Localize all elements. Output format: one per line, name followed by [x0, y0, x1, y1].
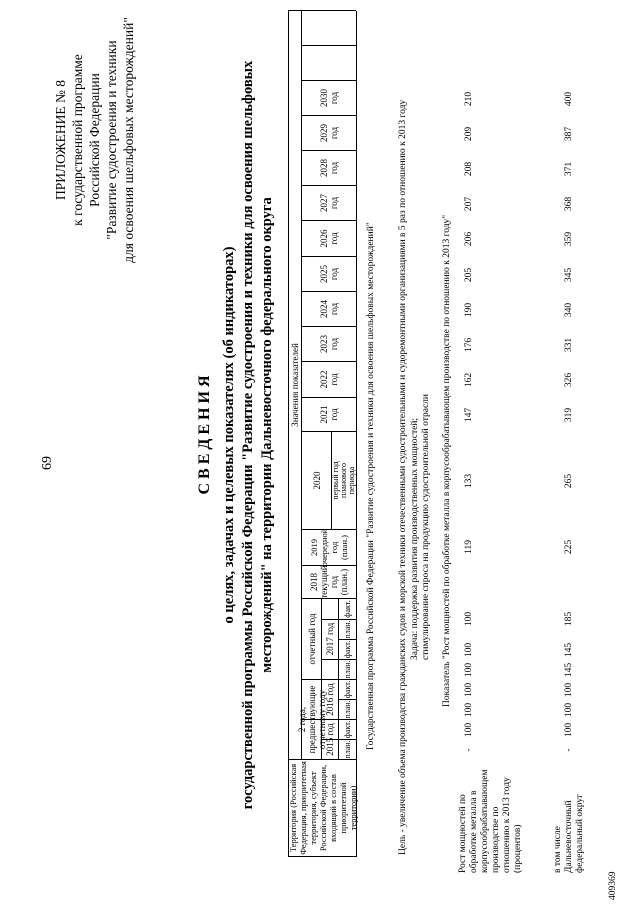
table-cell: 100 — [464, 702, 474, 718]
year-2018-header: 2018 текущий год (план.) — [309, 565, 349, 599]
table-cell: 387 — [564, 126, 574, 142]
table-cell: 100 — [564, 682, 574, 698]
table-cell: 265 — [564, 473, 574, 489]
two-years-prior-header: 2 года, предшествующие отчетному году — [296, 685, 327, 754]
table-cell: 207 — [464, 196, 474, 212]
table-cell: 100 — [564, 722, 574, 738]
year-2023-header: 2023 год — [319, 335, 339, 353]
appendix-title: ПРИЛОЖЕНИЕ № 8 — [53, 79, 68, 201]
heading-line: о целях, задачах и целевых показателях (об индикаторах) — [221, 246, 237, 624]
year-2021-header: 2021 год — [319, 405, 339, 424]
document-heading — [195, 5, 277, 865]
page-number: 69 — [40, 456, 55, 470]
table-cell: 119 — [464, 540, 474, 554]
table-cell: 371 — [564, 161, 574, 177]
table-cell: - — [464, 748, 474, 752]
table-cell: 100 — [564, 702, 574, 718]
year-2020-header: 2020 — [311, 471, 322, 490]
reporting-year-header: отчетный год — [306, 613, 317, 665]
year-2026-header: 2026 год — [319, 229, 339, 248]
table-cell: 331 — [564, 337, 574, 353]
table-cell: 206 — [464, 231, 474, 247]
appendix-line: "Развитие судостроения и техники — [104, 40, 119, 240]
year-2016-header: 2016 год — [325, 683, 335, 716]
table-cell: 205 — [464, 267, 474, 283]
goal-line: Цель - увеличение объема производства гражданских судов и морской техники отечественными судостроительными и судоремонтными организациями в 5 раз по отношению к 2013 году — [398, 99, 408, 855]
plan-label: план. — [342, 700, 352, 719]
year-2028-header: 2028 год — [319, 159, 339, 177]
row-label-line: отношению к 2013 году — [502, 777, 512, 873]
year-2019-header: 2019 очередной год (план.) — [309, 528, 349, 567]
year-2022-header: 2022 год — [319, 370, 339, 389]
table-cell: 225 — [564, 539, 574, 555]
year-2024-header: 2024 год — [319, 300, 339, 318]
year-2027-header: 2027 год — [319, 194, 339, 212]
table-cell: 185 — [564, 611, 574, 627]
plan-label: план. — [342, 620, 352, 639]
plan-label: план. — [342, 740, 352, 759]
heading-line: месторождений" на территории Дальневосточного федерального округа — [259, 197, 275, 673]
row-label: в том числе Дальневосточный федеральный округ — [553, 794, 585, 873]
fact-label: факт. — [342, 600, 352, 618]
appendix-block — [52, 5, 137, 275]
table-cell: 209 — [464, 126, 474, 142]
fact-label: факт. — [342, 720, 352, 739]
heading-line: государственной программы Российской Федерации "Развитие судостроения и техники для освоения шельфовых — [240, 60, 256, 810]
year-2017-header: 2017 год — [325, 622, 335, 656]
table-cell: - — [564, 748, 574, 752]
appendix-line: к государственной программе — [70, 54, 85, 226]
territory-header: Территория (Российская Федерация, приоритетная территория, субъект Российской Федерации, входящий в состав приоритетной территории) — [287, 761, 358, 855]
year-2015-header: 2015 год — [325, 723, 335, 756]
heading-title: С В Е Д Е Н И Я — [196, 375, 213, 495]
program-line: Государственная программа Российской Федерации "Развитие судостроения и техники для освоения шельфовых месторождений" — [366, 222, 376, 750]
table-cell: 100 — [464, 611, 474, 627]
task-line: стимулирование спроса на продукцию судостроительной отрасли — [421, 393, 431, 660]
plan-label: план. — [342, 660, 352, 679]
year-2025-header: 2025 год — [319, 265, 339, 283]
footer-code: 409369 — [608, 871, 618, 900]
values-header: Значения показателей — [290, 343, 300, 427]
table-cell: 326 — [564, 372, 574, 388]
year-2030-header: 2030 год — [319, 89, 339, 107]
table-cell: 162 — [464, 372, 474, 388]
table-cell: 368 — [564, 196, 574, 212]
table-cell: 100 — [464, 722, 474, 738]
table-cell: 176 — [464, 337, 474, 353]
appendix-line: для освоения шельфовых месторождений" — [121, 17, 136, 263]
table-cell: 340 — [564, 302, 574, 318]
table-cell: 100 — [464, 662, 474, 678]
table-cell: 210 — [464, 91, 474, 107]
indicator-line: Показатель "Рост мощностей по обработке металла в корпусообрабатывающем производстве по отношению к 2013 году" — [442, 214, 452, 707]
year-2020-subheader: первый год планового периода — [331, 461, 356, 500]
fact-label: факт. — [342, 640, 352, 659]
table-cell: 208 — [464, 161, 474, 177]
task-line: Задача: поддержка развития производственных мощностей; — [410, 417, 420, 660]
table-cell: 190 — [464, 302, 474, 318]
year-2029-header: 2029 год — [319, 124, 339, 142]
table-cell: 100 — [464, 682, 474, 698]
table-cell: 359 — [564, 231, 574, 247]
table-cell: 319 — [564, 407, 574, 423]
table-cell: 100 — [464, 642, 474, 658]
table-cell: 345 — [564, 267, 574, 283]
table-cell: 145 — [564, 642, 574, 658]
table-cell: 400 — [564, 91, 574, 107]
appendix-line: Российской Федерации — [87, 73, 102, 207]
table-cell: 145 — [564, 662, 574, 678]
row-label: Рост мощностей по обработке металла в корпусообрабатывающем производстве по отношению к 2013 году (процентов) — [458, 769, 523, 873]
fact-label: факт. — [342, 680, 352, 699]
table-cell: 133 — [464, 473, 474, 489]
table-cell: 147 — [464, 407, 474, 423]
